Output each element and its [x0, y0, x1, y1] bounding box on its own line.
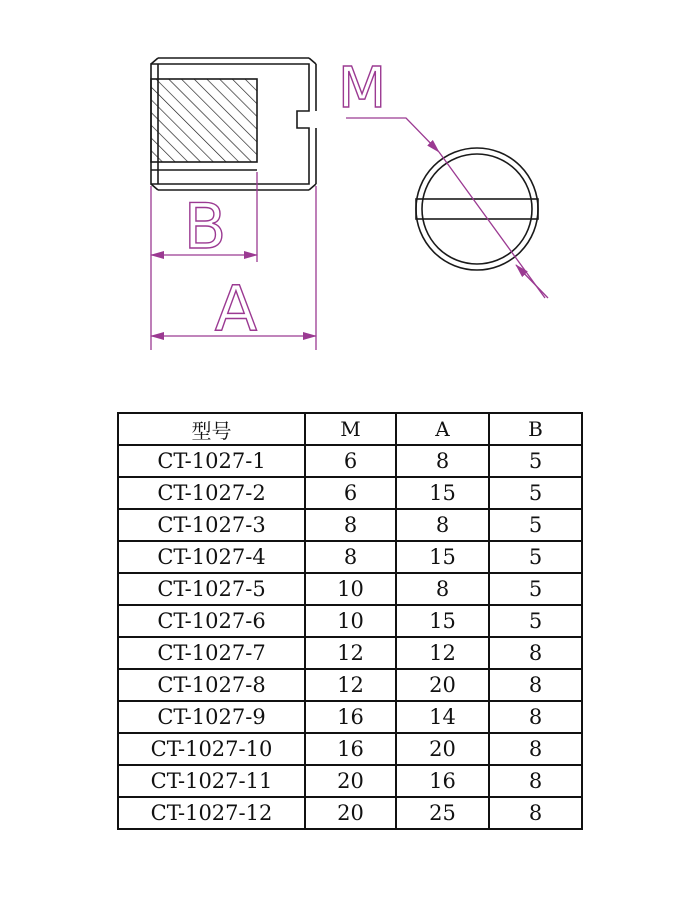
dimension-a-label: A [214, 272, 258, 345]
cell-a: 8 [396, 509, 489, 541]
cell-a: 15 [396, 541, 489, 573]
cell-model: CT-1027-7 [118, 637, 305, 669]
technical-drawing [0, 0, 700, 400]
cell-b: 5 [489, 605, 582, 637]
cell-a: 12 [396, 637, 489, 669]
table-row [118, 605, 582, 637]
cell-a: 16 [396, 765, 489, 797]
cell-model: CT-1027-2 [118, 477, 305, 509]
cell-b: 5 [489, 477, 582, 509]
table-header-row [118, 413, 582, 445]
table-row [118, 797, 582, 829]
end-view-slot [416, 199, 538, 219]
dimension-m-leader [346, 118, 548, 298]
cell-m: 16 [305, 701, 396, 733]
cell-a: 14 [396, 701, 489, 733]
end-view [416, 148, 538, 270]
cell-m: 8 [305, 541, 396, 573]
cell-b: 5 [489, 509, 582, 541]
cell-m: 6 [305, 477, 396, 509]
table-row [118, 701, 582, 733]
cell-m: 12 [305, 637, 396, 669]
cell-a: 15 [396, 605, 489, 637]
side-view [151, 58, 316, 190]
spec-table [117, 412, 583, 830]
cell-a: 20 [396, 669, 489, 701]
table-body [118, 445, 582, 829]
dimension-b-label: B [183, 190, 227, 263]
cell-m: 10 [305, 573, 396, 605]
cell-a: 25 [396, 797, 489, 829]
table-row [118, 509, 582, 541]
cell-a: 20 [396, 733, 489, 765]
table-row [118, 541, 582, 573]
cell-b: 8 [489, 669, 582, 701]
header-a: A [396, 413, 489, 445]
table-row [118, 573, 582, 605]
header-m: M [305, 413, 396, 445]
cell-b: 5 [489, 445, 582, 477]
cell-m: 12 [305, 669, 396, 701]
cell-m: 16 [305, 733, 396, 765]
cell-b: 8 [489, 701, 582, 733]
cell-b: 8 [489, 733, 582, 765]
cell-a: 8 [396, 573, 489, 605]
cell-model: CT-1027-8 [118, 669, 305, 701]
cell-model: CT-1027-9 [118, 701, 305, 733]
cell-a: 15 [396, 477, 489, 509]
cell-b: 8 [489, 765, 582, 797]
cell-b: 5 [489, 541, 582, 573]
table-row [118, 445, 582, 477]
cell-m: 20 [305, 797, 396, 829]
table-row [118, 669, 582, 701]
cell-m: 8 [305, 509, 396, 541]
end-view-inner-circle [422, 154, 532, 264]
cell-m: 10 [305, 605, 396, 637]
cell-a: 8 [396, 445, 489, 477]
header-model: 型号 [118, 413, 305, 445]
cell-model: CT-1027-10 [118, 733, 305, 765]
end-view-outer-circle [416, 148, 538, 270]
cell-model: CT-1027-3 [118, 509, 305, 541]
cell-model: CT-1027-1 [118, 445, 305, 477]
cell-b: 5 [489, 573, 582, 605]
cell-model: CT-1027-12 [118, 797, 305, 829]
dimension-m-label: M [337, 56, 387, 121]
table-row [118, 637, 582, 669]
table-row [118, 765, 582, 797]
cell-m: 6 [305, 445, 396, 477]
table-row [118, 477, 582, 509]
hatched-section [151, 79, 257, 162]
cell-model: CT-1027-6 [118, 605, 305, 637]
cell-m: 20 [305, 765, 396, 797]
cell-model: CT-1027-11 [118, 765, 305, 797]
header-b: B [489, 413, 582, 445]
cell-model: CT-1027-4 [118, 541, 305, 573]
table-row [118, 733, 582, 765]
cell-b: 8 [489, 637, 582, 669]
cell-b: 8 [489, 797, 582, 829]
cell-model: CT-1027-5 [118, 573, 305, 605]
